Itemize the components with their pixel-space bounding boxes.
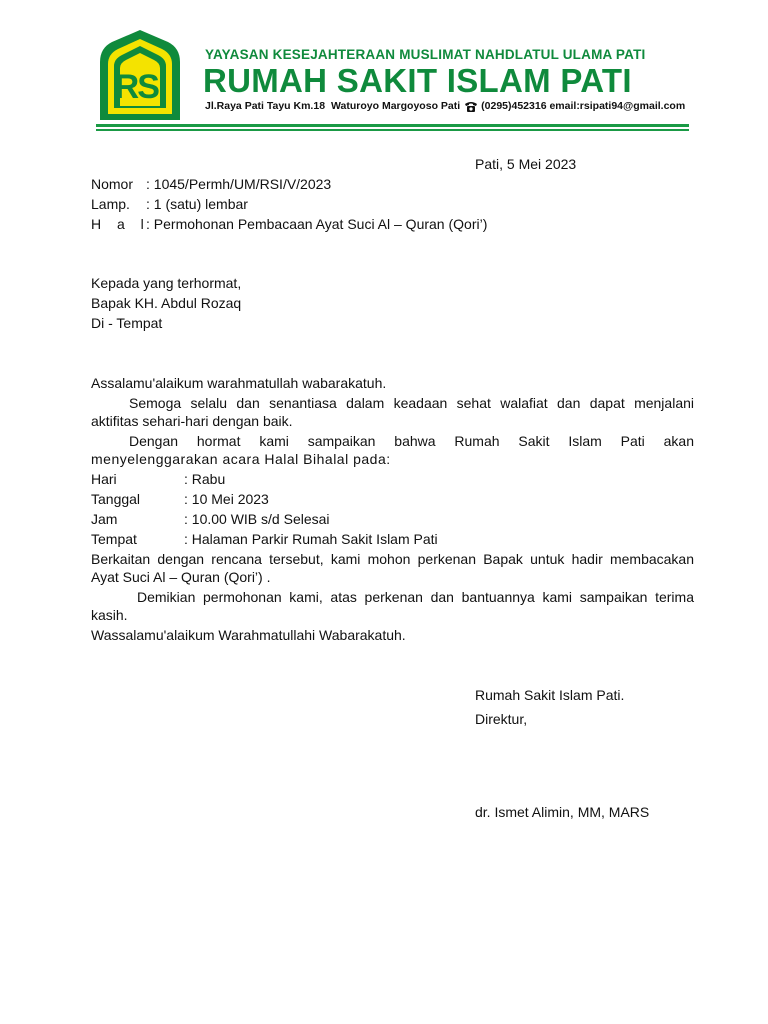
rsi-logo bbox=[96, 28, 184, 120]
svg-text:RSI: RSI bbox=[114, 68, 166, 106]
header-rule-thin bbox=[96, 129, 689, 131]
event-label-tanggal: Tanggal bbox=[91, 491, 141, 507]
paragraph-1-line-1: Semoga selalu dan senantiasa dalam keadaan sehat walafiat dan dapat menjalani bbox=[129, 395, 694, 411]
recipient-line-1: Kepada yang terhormat, bbox=[91, 275, 242, 291]
paragraph-4-line-1: Demikian permohonan kami, atas perkenan dan bantuannya kami sampaikan terima bbox=[137, 589, 694, 605]
event-value-hari: : Rabu bbox=[184, 471, 226, 487]
salutation: Assalamu'alaikum warahmatullah wabarakatuh. bbox=[91, 375, 387, 391]
paragraph-3-line-1: Berkaitan dengan rencana tersebut, kami mohon perkenan Bapak untuk hadir membacakan bbox=[91, 551, 694, 567]
contact: (0295)452316 email:rsipati94@gmail.com bbox=[481, 100, 686, 112]
meta-value-lamp: : 1 (satu) lembar bbox=[146, 196, 248, 212]
paragraph-3-line-2: Ayat Suci Al – Quran (Qori’) . bbox=[91, 569, 271, 585]
paragraph-4-line-2: kasih. bbox=[91, 607, 128, 623]
village: Waturoyo Margoyoso Pati bbox=[331, 100, 461, 112]
place-date: Pati, 5 Mei 2023 bbox=[475, 156, 577, 172]
phone-icon bbox=[464, 101, 478, 112]
event-value-jam: : 10.00 WIB s/d Selesai bbox=[184, 511, 330, 527]
signature-institution: Rumah Sakit Islam Pati. bbox=[475, 687, 625, 703]
meta-value-hal: : Permohonan Pembacaan Ayat Suci Al – Quran (Qori’) bbox=[146, 216, 488, 232]
event-value-tanggal: : 10 Mei 2023 bbox=[184, 491, 269, 507]
event-value-tempat: : Halaman Parkir Rumah Sakit Islam Pati bbox=[184, 531, 438, 547]
address-line bbox=[205, 100, 685, 112]
hospital-name: RUMAH SAKIT ISLAM PATI bbox=[203, 62, 632, 99]
meta-label-hal: H a l bbox=[91, 216, 150, 232]
event-label-jam: Jam bbox=[91, 511, 118, 527]
paragraph-2-line-2: menyelenggarakan acara Halal Bihalal pada: bbox=[91, 451, 391, 467]
signature-position: Direktur, bbox=[475, 711, 528, 727]
paragraph-2-line-1: Dengan hormat kami sampaikan bahwa Rumah Sakit Islam Pati akan bbox=[129, 433, 694, 449]
closing: Wassalamu'alaikum Warahmatullahi Wabarakatuh. bbox=[91, 627, 406, 643]
event-label-tempat: Tempat bbox=[91, 531, 137, 547]
address: Jl.Raya Pati Tayu Km.18 bbox=[205, 100, 326, 112]
meta-label-lamp: Lamp. bbox=[91, 196, 130, 212]
signature-name: dr. Ismet Alimin, MM, MARS bbox=[475, 804, 650, 820]
paragraph-1-line-2: aktifitas sehari-hari dengan baik. bbox=[91, 413, 293, 429]
recipient-line-2: Bapak KH. Abdul Rozaq bbox=[91, 295, 242, 311]
meta-value-nomor: : 1045/Permh/UM/RSI/V/2023 bbox=[146, 176, 332, 192]
meta-label-nomor: Nomor bbox=[91, 176, 134, 192]
header-rule-thick bbox=[96, 124, 689, 127]
event-label-hari: Hari bbox=[91, 471, 117, 487]
recipient-line-3: Di - Tempat bbox=[91, 315, 163, 331]
organization-name: YAYASAN KESEJAHTERAAN MUSLIMAT NAHDLATUL ULAMA PATI bbox=[205, 47, 646, 62]
